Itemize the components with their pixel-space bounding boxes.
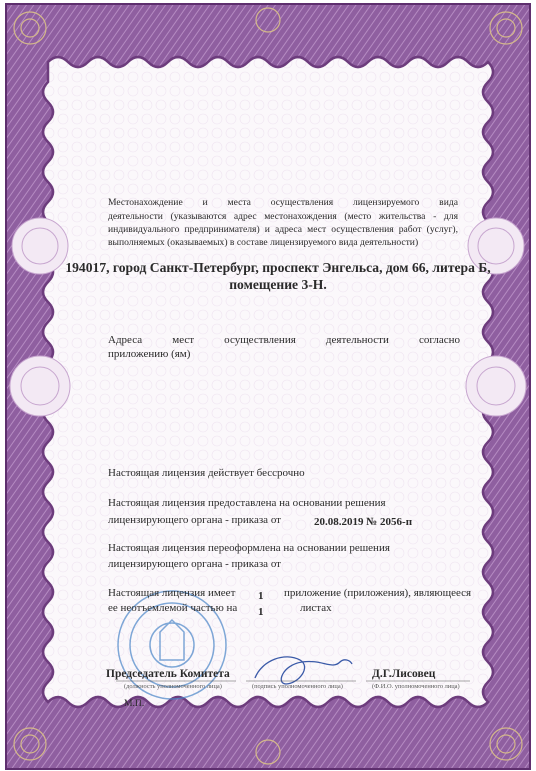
position-caption: (должность уполномоченного лица): [124, 683, 222, 690]
signatory-position: Председатель Комитета: [106, 668, 230, 680]
appendix-count1: 1: [258, 590, 264, 602]
appendix-text2: ее неотъемлемой частью на: [108, 602, 238, 614]
location-header-line3: индивидуального предпринимателя) и адреса мест осуществления работ (услуг),: [108, 224, 458, 235]
appendix-text3: приложение (приложения), являющееся: [284, 587, 472, 599]
annex-note-line1: Адреса мест осуществления деятельности согласно: [108, 334, 460, 346]
granted-line1: Настоящая лицензия предоставлена на основании решения: [108, 497, 386, 509]
reissued-line1: Настоящая лицензия переоформлена на основании решения: [108, 542, 390, 554]
appendix-text4: листах: [300, 602, 332, 614]
signatory-name: Д.Г.Лисовец: [372, 668, 436, 680]
granted-order: 20.08.2019 № 2056-п: [314, 516, 413, 528]
annex-note-line2: приложению (ям): [108, 348, 191, 360]
granted-line2: лицензирующего органа - приказа от: [108, 514, 281, 526]
signature-caption: (подпись уполномоченного лица): [252, 683, 343, 690]
stamp-place-label: М.П.: [124, 698, 145, 709]
address-line2: помещение 3-Н.: [229, 277, 327, 292]
address-line1: 194017, город Санкт-Петербург, проспект Энгельса, дом 66, литера Б,: [65, 260, 491, 275]
location-header-line2: деятельности (указываются адрес местонахождения (место жительства - для: [108, 211, 458, 222]
appendix-text1: Настоящая лицензия имеет: [108, 587, 236, 599]
name-caption: (Ф.И.О. уполномоченного лица): [372, 683, 460, 690]
location-header-line4: выполняемых (оказываемых) в составе лицензируемого вида деятельности): [108, 237, 419, 248]
location-header-line1: Местонахождение и места осуществления лицензируемого вида: [108, 197, 458, 208]
appendix-count2: 1: [258, 606, 264, 618]
reissued-line2: лицензирующего органа - приказа от: [108, 558, 281, 570]
validity-text: Настоящая лицензия действует бессрочно: [108, 467, 305, 479]
